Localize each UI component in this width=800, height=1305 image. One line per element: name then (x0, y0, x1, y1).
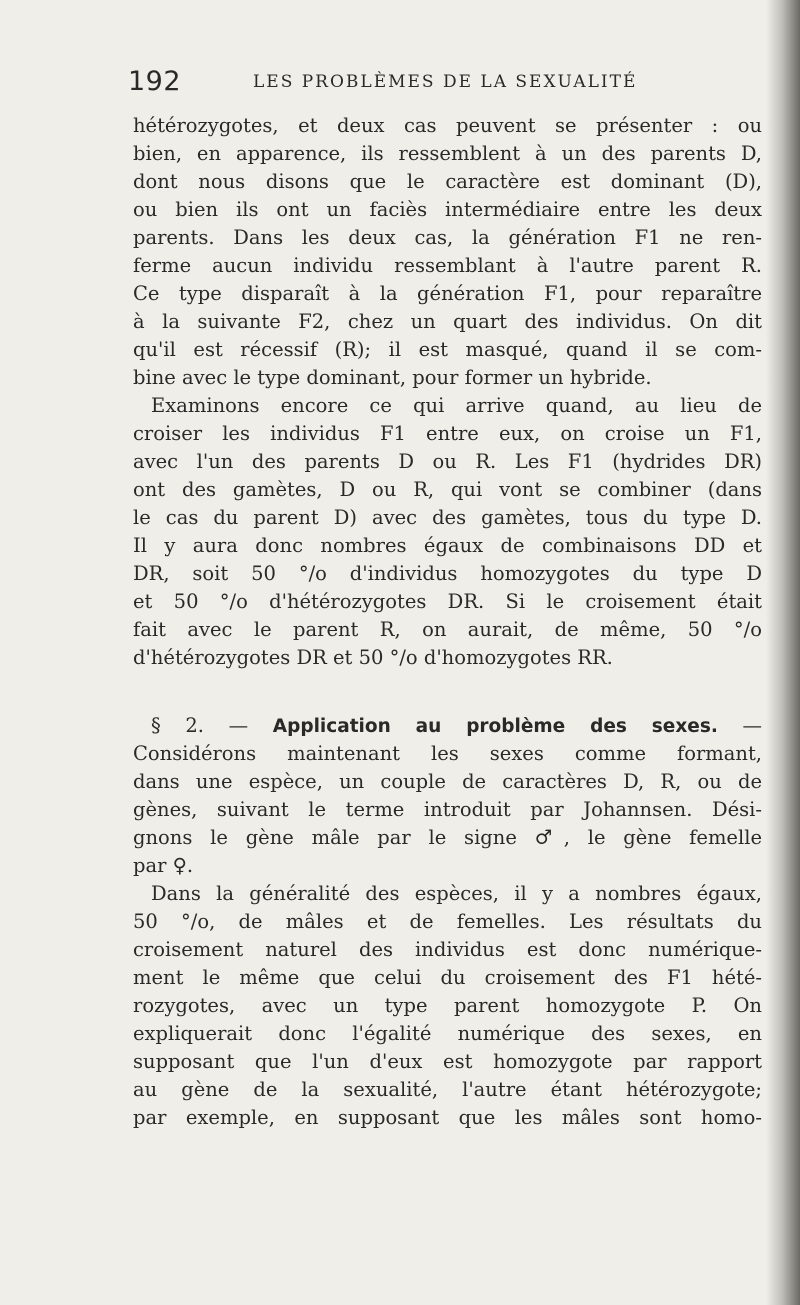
running-title: LES PROBLÈMES DE LA SEXUALITÉ (253, 72, 638, 92)
text-line: supposant que l'un d'eux est homozygote par rapport (133, 1050, 762, 1073)
text-line: Dans la généralité des espèces, il y a nombres égaux, (151, 882, 762, 905)
text-line: expliquerait donc l'égalité numérique des sexes, en (133, 1022, 762, 1045)
heading-title: Application au problème des sexes. (272, 716, 718, 737)
text-line: fait avec le parent R, on aurait, de même, 50 °/o (133, 618, 762, 641)
paragraph-1 (133, 112, 762, 392)
text-line: dont nous disons que le caractère est dominant (D), (133, 170, 762, 193)
text-line: Il y aura donc nombres égaux de combinaisons DD et (133, 534, 762, 557)
text-line: et 50 °/o d'hétérozygotes DR. Si le croisement était (133, 590, 762, 613)
paragraph-4 (133, 880, 762, 1132)
text-line: dans une espèce, un couple de caractères D, R, ou de (133, 770, 762, 793)
text-line: bine avec le type dominant, pour former un hybride. (133, 366, 652, 389)
heading-tail: — (742, 714, 762, 737)
text-line: avec l'un des parents D ou R. Les F1 (hydrides DR) (133, 450, 762, 473)
text-line: ou bien ils ont un faciès intermédiaire entre les deux (133, 198, 762, 221)
text-line: Considérons maintenant les sexes comme formant, (133, 742, 762, 765)
text-line: qu'il est récessif (R); il est masqué, quand il se com- (133, 338, 762, 361)
text-line: Ce type disparaît à la génération F1, pour reparaître (133, 282, 762, 305)
text-line: à la suivante F2, chez un quart des individus. On dit (133, 310, 762, 333)
text-line: bien, en apparence, ils ressemblent à un des parents D, (133, 142, 762, 165)
text-line: par ♀. (133, 854, 194, 877)
text-line: DR, soit 50 °/o d'individus homozygotes du type D (133, 562, 762, 585)
text-line: d'hétérozygotes DR et 50 °/o d'homozygotes RR. (133, 646, 613, 669)
text-line: ment le même que celui du croisement des F1 hété- (133, 966, 762, 989)
paragraph-2 (133, 392, 762, 672)
text-line: croisement naturel des individus est donc numérique- (133, 938, 762, 961)
section-2 (133, 712, 762, 880)
text-line: gènes, suivant le terme introduit par Johannsen. Dési- (133, 798, 762, 821)
section-heading (133, 712, 762, 740)
text-line: croiser les individus F1 entre eux, on croise un F1, (133, 422, 762, 445)
text-line: par exemple, en supposant que les mâles sont homo- (133, 1106, 762, 1129)
text-line: hétérozygotes, et deux cas peuvent se présenter : ou (133, 114, 762, 137)
text-line: ont des gamètes, D ou R, qui vont se combiner (dans (133, 478, 762, 501)
text-line: le cas du parent D) avec des gamètes, tous du type D. (133, 506, 762, 529)
text-line: parents. Dans les deux cas, la génération F1 ne ren- (133, 226, 762, 249)
page-edge-shadow (766, 0, 800, 1305)
heading-number: § 2. — (151, 714, 249, 737)
text-line: ferme aucun individu ressemblant à l'autre parent R. (133, 254, 762, 277)
page-number: 192 (128, 66, 182, 97)
text-line: 50 °/o, de mâles et de femelles. Les résultats du (133, 910, 762, 933)
text-line: gnons le gène mâle par le signe ♂, le gène femelle (133, 826, 762, 849)
text-line: rozygotes, avec un type parent homozygote P. On (133, 994, 762, 1017)
text-line: Examinons encore ce qui arrive quand, au lieu de (151, 394, 762, 417)
text-line: au gène de la sexualité, l'autre étant hétérozygote; (133, 1078, 762, 1101)
